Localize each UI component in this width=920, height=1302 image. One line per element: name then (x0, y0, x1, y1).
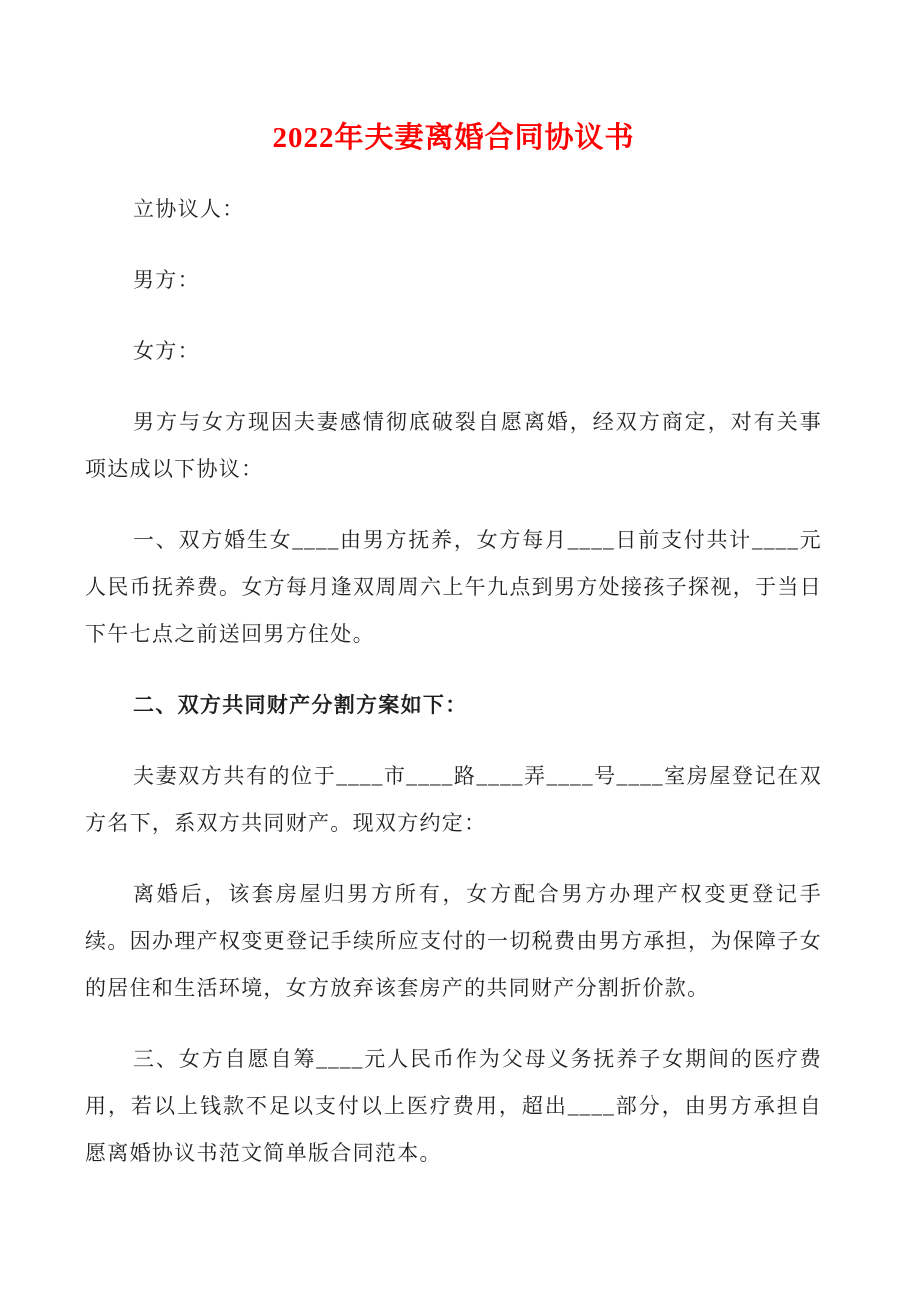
paragraph: 男方： (133, 268, 200, 292)
paragraphs (85, 186, 822, 1177)
paragraph: 三、女方自愿自筹____元人民币作为父母义务抚养子女期间的医疗费用，若以上钱款不足以支付以上医疗费用，超出____部分，由男方承担自愿离婚协议书范文简单版合同范本。 (85, 1047, 822, 1165)
paragraph: 离婚后，该套房屋归男方所有，女方配合男方办理产权变更登记手续。因办理产权变更登记手续所应支付的一切税费由男方承担，为保障子女的居住和生活环境，女方放弃该套房产的共同财产分割折价款。 (85, 882, 822, 1000)
paragraph: 二、双方共同财产分割方案如下： (133, 693, 468, 717)
paragraph: 女方： (133, 339, 200, 363)
paragraph: 一、双方婚生女____由男方抚养，女方每月____日前支付共计____元人民币抚养费。女方每月逢双周周六上午九点到男方处接孩子探视，于当日下午七点之前送回男方住处。 (85, 528, 822, 646)
paragraph: 立协议人： (133, 197, 245, 221)
paragraph: 夫妻双方共有的位于____市____路____弄____号____室房屋登记在双方名下，系双方共同财产。现双方约定： (85, 764, 822, 835)
document-title: 2022年夫妻离婚合同协议书 (272, 122, 635, 154)
paragraph: 男方与女方现因夫妻感情彻底破裂自愿离婚，经双方商定，对有关事项达成以下协议： (85, 410, 822, 481)
